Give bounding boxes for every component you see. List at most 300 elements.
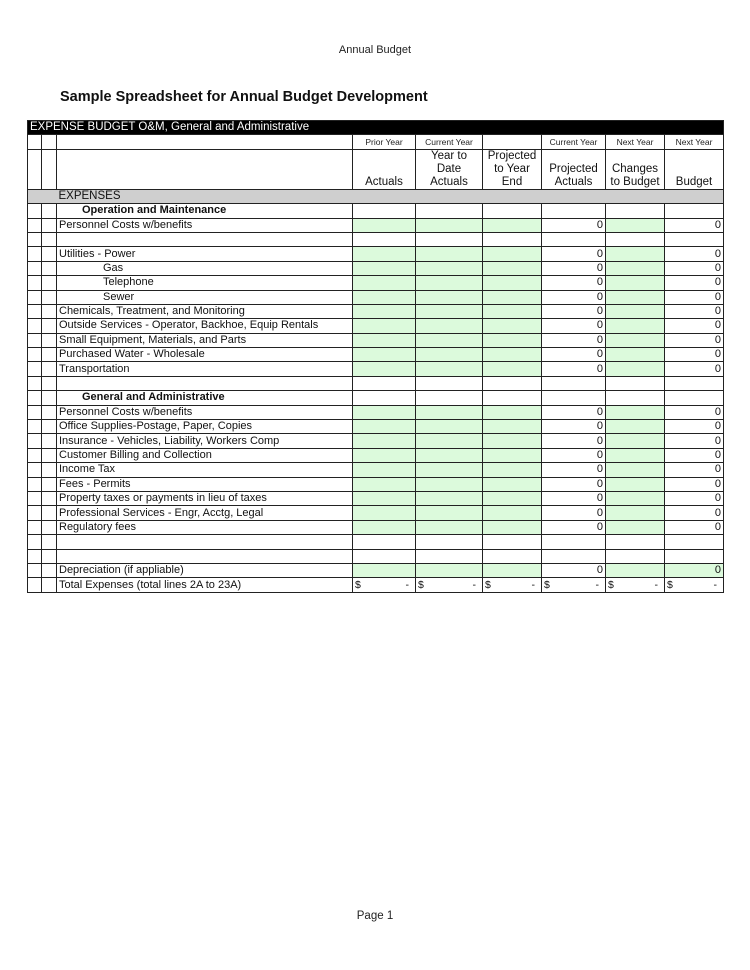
cell[interactable] xyxy=(28,149,42,189)
section-expenses-label[interactable]: EXPENSES xyxy=(57,189,724,203)
projected-ye-cell[interactable] xyxy=(483,448,542,462)
changes-to-budget-cell[interactable] xyxy=(606,506,665,520)
cell[interactable] xyxy=(42,549,57,563)
projected-ye-cell[interactable] xyxy=(483,247,542,261)
ytd-actuals-cell[interactable] xyxy=(416,376,483,390)
currency-symbol: $ xyxy=(667,578,673,591)
row-label[interactable]: Income Tax xyxy=(57,463,353,477)
projected-ye-cell[interactable] xyxy=(483,477,542,491)
table-row xyxy=(28,319,724,333)
subheader-current-year-2[interactable]: Current Year xyxy=(542,135,606,149)
budget-cell[interactable]: 0 xyxy=(665,448,724,462)
table-row xyxy=(28,261,724,275)
cell[interactable] xyxy=(28,549,42,563)
ytd-actuals-cell[interactable] xyxy=(416,434,483,448)
cell[interactable] xyxy=(28,434,42,448)
budget-cell[interactable]: 0 xyxy=(665,319,724,333)
prior-actuals-cell[interactable] xyxy=(353,348,416,362)
changes-to-budget-cell[interactable] xyxy=(606,535,665,549)
prior-actuals-cell[interactable] xyxy=(353,420,416,434)
projected-ye-cell[interactable] xyxy=(483,563,542,577)
prior-actuals-cell[interactable] xyxy=(353,463,416,477)
cell[interactable] xyxy=(42,319,57,333)
cell[interactable] xyxy=(42,420,57,434)
prior-actuals-cell[interactable] xyxy=(353,448,416,462)
row-label[interactable]: Property taxes or payments in lieu of taxes xyxy=(57,491,353,505)
cell[interactable] xyxy=(42,391,57,405)
budget-cell[interactable]: 0 xyxy=(665,261,724,275)
table-row xyxy=(28,247,724,261)
budget-cell[interactable]: 0 xyxy=(665,491,724,505)
prior-actuals-cell[interactable] xyxy=(353,535,416,549)
cell[interactable] xyxy=(28,506,42,520)
projected-actuals-cell[interactable]: 0 xyxy=(542,563,606,577)
cell[interactable] xyxy=(42,362,57,376)
cell[interactable] xyxy=(28,218,42,232)
ytd-actuals-cell[interactable] xyxy=(416,333,483,347)
subheader-current-year[interactable]: Current Year xyxy=(416,135,483,149)
table-row xyxy=(28,276,724,290)
cell[interactable] xyxy=(42,189,57,203)
prior-actuals-cell[interactable] xyxy=(353,549,416,563)
projected-ye-cell[interactable] xyxy=(483,232,542,246)
projected-actuals-cell[interactable]: 0 xyxy=(542,420,606,434)
budget-cell[interactable] xyxy=(665,549,724,563)
changes-to-budget-cell[interactable] xyxy=(606,563,665,577)
projected-ye-cell[interactable] xyxy=(483,376,542,390)
total-value-cell[interactable] xyxy=(353,578,416,592)
cell[interactable] xyxy=(42,290,57,304)
row-label[interactable]: Sewer xyxy=(57,290,353,304)
table-row xyxy=(28,520,724,534)
header-projected-actuals[interactable]: Projected Actuals xyxy=(542,149,606,189)
blank-row xyxy=(28,376,724,390)
projected-ye-cell[interactable] xyxy=(483,261,542,275)
changes-to-budget-cell[interactable] xyxy=(606,448,665,462)
budget-cell[interactable]: 0 xyxy=(665,304,724,318)
subheader-next-year[interactable]: Next Year xyxy=(606,135,665,149)
page-header: Annual Budget xyxy=(338,44,412,56)
prior-actuals-cell[interactable] xyxy=(353,247,416,261)
cell[interactable] xyxy=(28,319,42,333)
cell[interactable] xyxy=(28,290,42,304)
changes-to-budget-cell[interactable] xyxy=(606,520,665,534)
budget-cell[interactable] xyxy=(665,391,724,405)
cell[interactable] xyxy=(42,563,57,577)
row-label[interactable] xyxy=(57,232,353,246)
prior-actuals-cell[interactable] xyxy=(353,362,416,376)
blank-row xyxy=(28,232,724,246)
projected-actuals-cell[interactable]: 0 xyxy=(542,362,606,376)
total-value: - xyxy=(713,578,718,591)
subheader-next-year-2[interactable]: Next Year xyxy=(665,135,724,149)
row-label[interactable] xyxy=(57,535,353,549)
projected-actuals-cell[interactable]: 0 xyxy=(542,304,606,318)
ytd-actuals-cell[interactable] xyxy=(416,420,483,434)
cell[interactable] xyxy=(28,362,42,376)
cell[interactable] xyxy=(42,135,57,149)
ytd-actuals-cell[interactable] xyxy=(416,535,483,549)
cell[interactable] xyxy=(28,189,42,203)
currency-symbol: $ xyxy=(608,578,614,591)
budget-cell[interactable]: 0 xyxy=(665,520,724,534)
cell[interactable] xyxy=(42,218,57,232)
cell[interactable] xyxy=(28,405,42,419)
ytd-actuals-cell[interactable] xyxy=(416,348,483,362)
budget-cell[interactable]: 0 xyxy=(665,434,724,448)
projected-ye-cell[interactable] xyxy=(483,549,542,563)
cell[interactable] xyxy=(42,204,57,218)
row-label[interactable]: Fees - Permits xyxy=(57,477,353,491)
cell[interactable] xyxy=(28,376,42,390)
projected-ye-cell[interactable] xyxy=(483,463,542,477)
projected-ye-cell[interactable] xyxy=(483,520,542,534)
prior-actuals-cell[interactable] xyxy=(353,506,416,520)
table-row xyxy=(28,420,724,434)
budget-cell[interactable]: 0 xyxy=(665,362,724,376)
prior-actuals-cell[interactable] xyxy=(353,391,416,405)
projected-actuals-cell[interactable]: 0 xyxy=(542,463,606,477)
ytd-actuals-cell[interactable] xyxy=(416,563,483,577)
header-budget[interactable]: Budget xyxy=(665,149,724,189)
row-label[interactable] xyxy=(57,549,353,563)
cell[interactable] xyxy=(42,304,57,318)
changes-to-budget-cell[interactable] xyxy=(606,376,665,390)
cell[interactable] xyxy=(28,304,42,318)
total-value-cell[interactable] xyxy=(542,578,606,592)
blank-row xyxy=(28,535,724,549)
cell[interactable] xyxy=(42,520,57,534)
projected-actuals-cell[interactable] xyxy=(542,376,606,390)
ytd-actuals-cell[interactable] xyxy=(416,204,483,218)
projected-actuals-cell[interactable]: 0 xyxy=(542,405,606,419)
projected-ye-cell[interactable] xyxy=(483,535,542,549)
budget-cell[interactable]: 0 xyxy=(665,420,724,434)
cell[interactable] xyxy=(28,420,42,434)
banner-title: EXPENSE BUDGET O&M, General and Administrative xyxy=(28,121,724,135)
row-label[interactable]: Personnel Costs w/benefits xyxy=(57,405,353,419)
changes-to-budget-cell[interactable] xyxy=(606,276,665,290)
cell[interactable] xyxy=(42,506,57,520)
total-value-cell[interactable] xyxy=(665,578,724,592)
projected-actuals-cell[interactable]: 0 xyxy=(542,333,606,347)
budget-cell[interactable]: 0 xyxy=(665,348,724,362)
ytd-actuals-cell[interactable] xyxy=(416,448,483,462)
prior-actuals-cell[interactable] xyxy=(353,434,416,448)
cell[interactable] xyxy=(28,135,42,149)
changes-to-budget-cell[interactable] xyxy=(606,204,665,218)
projected-ye-cell[interactable] xyxy=(483,290,542,304)
cell[interactable] xyxy=(42,376,57,390)
ytd-actuals-cell[interactable] xyxy=(416,463,483,477)
changes-to-budget-cell[interactable] xyxy=(606,333,665,347)
row-label[interactable]: Regulatory fees xyxy=(57,520,353,534)
budget-cell[interactable] xyxy=(665,204,724,218)
changes-to-budget-cell[interactable] xyxy=(606,319,665,333)
projected-actuals-cell[interactable] xyxy=(542,535,606,549)
cell[interactable] xyxy=(42,261,57,275)
cell[interactable] xyxy=(28,448,42,462)
section-heading[interactable]: Operation and Maintenance xyxy=(57,204,353,218)
projected-actuals-cell[interactable]: 0 xyxy=(542,218,606,232)
prior-actuals-cell[interactable] xyxy=(353,563,416,577)
section-heading[interactable]: General and Administrative xyxy=(57,391,353,405)
cell[interactable] xyxy=(42,535,57,549)
total-row xyxy=(28,578,724,592)
budget-cell[interactable]: 0 xyxy=(665,405,724,419)
cell[interactable] xyxy=(42,149,57,189)
budget-cell[interactable]: 0 xyxy=(665,218,724,232)
changes-to-budget-cell[interactable] xyxy=(606,405,665,419)
cell[interactable] xyxy=(42,448,57,462)
total-value: - xyxy=(595,578,599,591)
cell[interactable] xyxy=(28,276,42,290)
row-label[interactable]: Insurance - Vehicles, Liability, Workers Comp xyxy=(57,434,353,448)
budget-cell[interactable] xyxy=(665,376,724,390)
changes-to-budget-cell[interactable] xyxy=(606,218,665,232)
ytd-actuals-cell[interactable] xyxy=(416,247,483,261)
prior-actuals-cell[interactable] xyxy=(353,477,416,491)
ytd-actuals-cell[interactable] xyxy=(416,549,483,563)
cell[interactable] xyxy=(28,463,42,477)
projected-actuals-cell[interactable]: 0 xyxy=(542,247,606,261)
changes-to-budget-cell[interactable] xyxy=(606,247,665,261)
ytd-actuals-cell[interactable] xyxy=(416,319,483,333)
prior-actuals-cell[interactable] xyxy=(353,405,416,419)
currency-symbol: $ xyxy=(418,578,424,591)
prior-actuals-cell[interactable] xyxy=(353,261,416,275)
table-row xyxy=(28,477,724,491)
projected-actuals-cell[interactable]: 0 xyxy=(542,348,606,362)
ytd-actuals-cell[interactable] xyxy=(416,261,483,275)
cell[interactable] xyxy=(57,149,353,189)
projected-actuals-cell[interactable] xyxy=(542,204,606,218)
row-label[interactable]: Depreciation (if appliable) xyxy=(57,563,353,577)
row-label[interactable]: Telephone xyxy=(57,276,353,290)
cell[interactable] xyxy=(42,463,57,477)
table-row xyxy=(28,434,724,448)
total-value: - xyxy=(531,578,535,591)
prior-actuals-cell[interactable] xyxy=(353,290,416,304)
header-ytd-actuals[interactable]: Year to Date Actuals xyxy=(416,149,483,189)
section-expenses-row xyxy=(28,189,724,203)
budget-cell[interactable]: 0 xyxy=(665,477,724,491)
cell[interactable] xyxy=(42,578,57,592)
ytd-actuals-cell[interactable] xyxy=(416,304,483,318)
prior-actuals-cell[interactable] xyxy=(353,333,416,347)
ytd-actuals-cell[interactable] xyxy=(416,232,483,246)
budget-cell[interactable]: 0 xyxy=(665,506,724,520)
projected-actuals-cell[interactable]: 0 xyxy=(542,290,606,304)
total-label[interactable]: Total Expenses (total lines 2A to 23A) xyxy=(57,578,353,592)
row-label[interactable]: Small Equipment, Materials, and Parts xyxy=(57,333,353,347)
projected-ye-cell[interactable] xyxy=(483,204,542,218)
total-value-cell[interactable] xyxy=(606,578,665,592)
cell[interactable] xyxy=(28,563,42,577)
total-value-cell[interactable] xyxy=(483,578,542,592)
ytd-actuals-cell[interactable] xyxy=(416,405,483,419)
budget-cell[interactable]: 0 xyxy=(665,276,724,290)
cell[interactable] xyxy=(42,333,57,347)
row-label[interactable]: Chemicals, Treatment, and Monitoring xyxy=(57,304,353,318)
changes-to-budget-cell[interactable] xyxy=(606,290,665,304)
projected-ye-cell[interactable] xyxy=(483,362,542,376)
ytd-actuals-cell[interactable] xyxy=(416,362,483,376)
row-label[interactable]: Customer Billing and Collection xyxy=(57,448,353,462)
row-label[interactable]: Utilities - Power xyxy=(57,247,353,261)
ytd-actuals-cell[interactable] xyxy=(416,491,483,505)
cell[interactable] xyxy=(42,491,57,505)
table-row xyxy=(28,290,724,304)
prior-actuals-cell[interactable] xyxy=(353,204,416,218)
projected-ye-cell[interactable] xyxy=(483,420,542,434)
projected-ye-cell[interactable] xyxy=(483,391,542,405)
cell[interactable] xyxy=(28,491,42,505)
prior-actuals-cell[interactable] xyxy=(353,520,416,534)
header-changes-to-budget[interactable]: Changes to Budget xyxy=(606,149,665,189)
cell[interactable] xyxy=(57,135,353,149)
row-label[interactable]: Outside Services - Operator, Backhoe, Equip Rentals xyxy=(57,319,353,333)
ytd-actuals-cell[interactable] xyxy=(416,218,483,232)
projected-ye-cell[interactable] xyxy=(483,218,542,232)
table-row xyxy=(28,491,724,505)
changes-to-budget-cell[interactable] xyxy=(606,463,665,477)
changes-to-budget-cell[interactable] xyxy=(606,348,665,362)
cell[interactable] xyxy=(42,477,57,491)
changes-to-budget-cell[interactable] xyxy=(606,477,665,491)
ytd-actuals-cell[interactable] xyxy=(416,391,483,405)
budget-cell[interactable] xyxy=(665,535,724,549)
budget-cell[interactable] xyxy=(665,232,724,246)
budget-table xyxy=(27,120,724,593)
currency-symbol: $ xyxy=(355,578,361,591)
prior-actuals-cell[interactable] xyxy=(353,491,416,505)
changes-to-budget-cell[interactable] xyxy=(606,261,665,275)
projected-actuals-cell[interactable] xyxy=(542,232,606,246)
subheader-row xyxy=(28,135,724,149)
ytd-actuals-cell[interactable] xyxy=(416,477,483,491)
cell[interactable] xyxy=(28,247,42,261)
header-projected-year-end[interactable]: Projected to Year End xyxy=(483,149,542,189)
row-label[interactable]: Office Supplies-Postage, Paper, Copies xyxy=(57,420,353,434)
budget-cell[interactable]: 0 xyxy=(665,333,724,347)
row-label[interactable]: Gas xyxy=(57,261,353,275)
ytd-actuals-cell[interactable] xyxy=(416,276,483,290)
header-row xyxy=(28,149,724,189)
cell[interactable] xyxy=(28,520,42,534)
cell[interactable] xyxy=(42,434,57,448)
prior-actuals-cell[interactable] xyxy=(353,304,416,318)
ytd-actuals-cell[interactable] xyxy=(416,506,483,520)
projected-actuals-cell[interactable]: 0 xyxy=(542,506,606,520)
currency-symbol: $ xyxy=(485,578,491,591)
blank-row xyxy=(28,549,724,563)
currency-symbol: $ xyxy=(544,578,550,591)
projected-actuals-cell[interactable]: 0 xyxy=(542,276,606,290)
ytd-actuals-cell[interactable] xyxy=(416,290,483,304)
table-row xyxy=(28,218,724,232)
prior-actuals-cell[interactable] xyxy=(353,218,416,232)
projected-ye-cell[interactable] xyxy=(483,333,542,347)
cell[interactable] xyxy=(42,405,57,419)
changes-to-budget-cell[interactable] xyxy=(606,434,665,448)
prior-actuals-cell[interactable] xyxy=(353,376,416,390)
projected-ye-cell[interactable] xyxy=(483,491,542,505)
subheader-blank[interactable] xyxy=(483,135,542,149)
cell[interactable] xyxy=(28,333,42,347)
projected-actuals-cell[interactable]: 0 xyxy=(542,319,606,333)
table-row xyxy=(28,463,724,477)
prior-actuals-cell[interactable] xyxy=(353,276,416,290)
budget-cell[interactable]: 0 xyxy=(665,247,724,261)
table-row xyxy=(28,304,724,318)
projected-ye-cell[interactable] xyxy=(483,348,542,362)
changes-to-budget-cell[interactable] xyxy=(606,549,665,563)
cell[interactable] xyxy=(28,348,42,362)
projected-actuals-cell[interactable]: 0 xyxy=(542,448,606,462)
cell[interactable] xyxy=(42,232,57,246)
changes-to-budget-cell[interactable] xyxy=(606,491,665,505)
cell[interactable] xyxy=(42,276,57,290)
cell[interactable] xyxy=(28,204,42,218)
projected-actuals-cell[interactable]: 0 xyxy=(542,491,606,505)
row-label[interactable]: Personnel Costs w/benefits xyxy=(57,218,353,232)
row-label[interactable]: Transportation xyxy=(57,362,353,376)
projected-actuals-cell[interactable]: 0 xyxy=(542,434,606,448)
projected-ye-cell[interactable] xyxy=(483,319,542,333)
projected-actuals-cell[interactable]: 0 xyxy=(542,261,606,275)
row-label[interactable]: Purchased Water - Wholesale xyxy=(57,348,353,362)
row-label[interactable] xyxy=(57,376,353,390)
cell[interactable] xyxy=(28,477,42,491)
row-label[interactable]: Professional Services - Engr, Acctg, Legal xyxy=(57,506,353,520)
cell[interactable] xyxy=(28,391,42,405)
cell[interactable] xyxy=(28,578,42,592)
changes-to-budget-cell[interactable] xyxy=(606,232,665,246)
projected-actuals-cell[interactable] xyxy=(542,549,606,563)
budget-cell[interactable]: 0 xyxy=(665,563,724,577)
projected-ye-cell[interactable] xyxy=(483,276,542,290)
changes-to-budget-cell[interactable] xyxy=(606,304,665,318)
projected-ye-cell[interactable] xyxy=(483,506,542,520)
projected-ye-cell[interactable] xyxy=(483,434,542,448)
total-value-cell[interactable] xyxy=(416,578,483,592)
projected-ye-cell[interactable] xyxy=(483,304,542,318)
cell[interactable] xyxy=(28,535,42,549)
cell[interactable] xyxy=(42,348,57,362)
projected-actuals-cell[interactable] xyxy=(542,391,606,405)
table-row xyxy=(28,362,724,376)
page-title: Sample Spreadsheet for Annual Budget Development xyxy=(60,89,428,105)
projected-ye-cell[interactable] xyxy=(483,405,542,419)
changes-to-budget-cell[interactable] xyxy=(606,391,665,405)
cell[interactable] xyxy=(42,247,57,261)
prior-actuals-cell[interactable] xyxy=(353,232,416,246)
cell[interactable] xyxy=(28,261,42,275)
changes-to-budget-cell[interactable] xyxy=(606,362,665,376)
projected-actuals-cell[interactable]: 0 xyxy=(542,477,606,491)
ytd-actuals-cell[interactable] xyxy=(416,520,483,534)
budget-cell[interactable]: 0 xyxy=(665,290,724,304)
projected-actuals-cell[interactable]: 0 xyxy=(542,520,606,534)
cell[interactable] xyxy=(28,232,42,246)
total-value: - xyxy=(654,578,658,591)
changes-to-budget-cell[interactable] xyxy=(606,420,665,434)
prior-actuals-cell[interactable] xyxy=(353,319,416,333)
subheader-prior-year[interactable]: Prior Year xyxy=(353,135,416,149)
header-actuals[interactable]: Actuals xyxy=(353,149,416,189)
budget-cell[interactable]: 0 xyxy=(665,463,724,477)
